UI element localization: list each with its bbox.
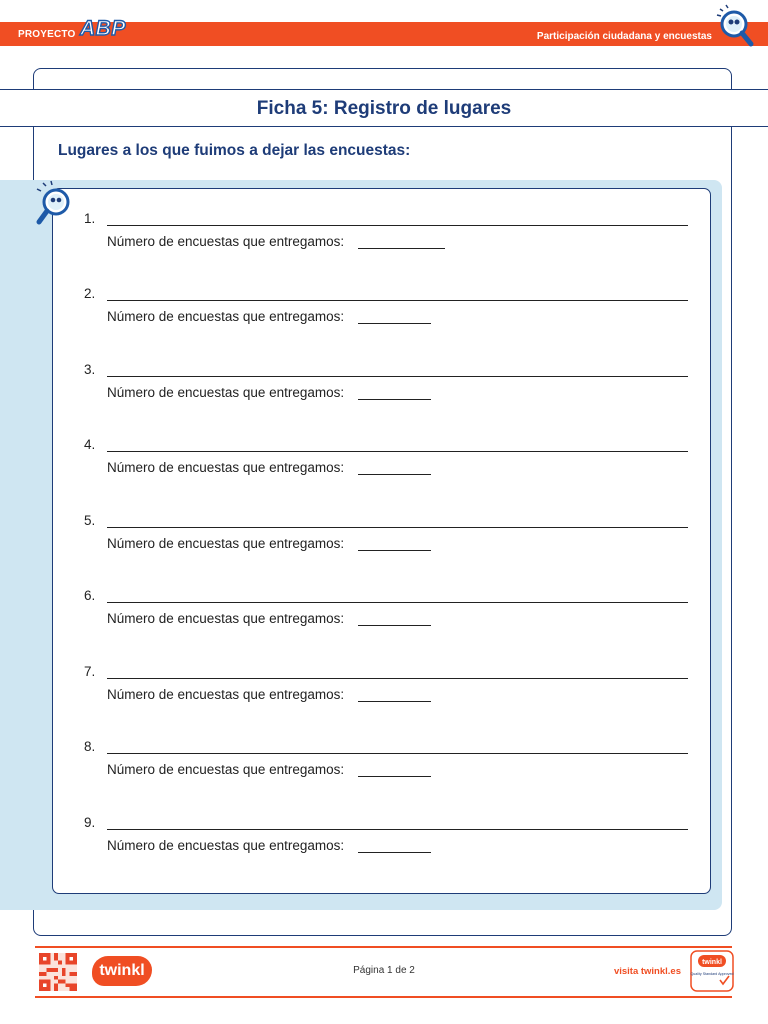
subtitle: Lugares a los que fuimos a dejar las encuestas:: [58, 142, 411, 159]
count-answer-blank[interactable]: [358, 701, 431, 702]
count-answer-blank[interactable]: [358, 776, 431, 777]
list-item: [0, 362, 768, 422]
magnifying-glass-icon: [708, 4, 756, 52]
badge-text: Quality Standard Approved: [690, 972, 734, 976]
quality-badge-icon: [690, 950, 734, 992]
entry-number: 9.: [84, 815, 96, 830]
count-label: Número de encuestas que entregamos:: [107, 460, 345, 475]
footer-divider: [35, 996, 732, 998]
entry-number: 3.: [84, 362, 96, 377]
entry-number: 4.: [84, 437, 96, 452]
page-title: Ficha 5: Registro de lugares: [256, 98, 512, 119]
count-answer-blank[interactable]: [358, 474, 431, 475]
count-answer-blank[interactable]: [358, 852, 431, 853]
place-answer-line[interactable]: [107, 753, 688, 754]
count-label: Número de encuestas que entregamos:: [107, 309, 345, 324]
visit-link[interactable]: visita twinkl.es: [613, 966, 681, 977]
header-topic: Participación ciudadana y encuestas: [536, 31, 712, 42]
count-label: Número de encuestas que entregamos:: [107, 385, 345, 400]
page-number: Página 1 de 2: [353, 965, 415, 976]
twinkl-logo[interactable]: twinkl: [92, 956, 152, 986]
list-item: [0, 211, 768, 271]
entry-number: 7.: [84, 664, 96, 679]
count-answer-blank[interactable]: [358, 399, 431, 400]
list-item: [0, 513, 768, 573]
list-item: [0, 588, 768, 648]
list-item: [0, 664, 768, 724]
place-answer-line[interactable]: [107, 376, 688, 377]
place-answer-line[interactable]: [107, 678, 688, 679]
place-answer-line[interactable]: [107, 225, 688, 226]
count-answer-blank[interactable]: [358, 550, 431, 551]
list-item: [0, 739, 768, 799]
count-label: Número de encuestas que entregamos:: [107, 234, 345, 249]
entry-number: 8.: [84, 739, 96, 754]
count-label: Número de encuestas que entregamos:: [107, 611, 345, 626]
project-label: PROYECTO: [18, 29, 76, 40]
place-answer-line[interactable]: [107, 300, 688, 301]
entry-number: 2.: [84, 286, 96, 301]
abp-logo: ABP: [80, 17, 126, 40]
count-label: Número de encuestas que entregamos:: [107, 762, 345, 777]
list-item: [0, 815, 768, 875]
count-label: Número de encuestas que entregamos:: [107, 536, 345, 551]
count-answer-blank[interactable]: [358, 248, 445, 249]
badge-brand: twinkl: [702, 959, 722, 966]
entry-number: 6.: [84, 588, 96, 603]
place-answer-line[interactable]: [107, 527, 688, 528]
count-label: Número de encuestas que entregamos:: [107, 687, 345, 702]
count-label: Número de encuestas que entregamos:: [107, 838, 345, 853]
place-answer-line[interactable]: [107, 602, 688, 603]
list-item: [0, 437, 768, 497]
place-answer-line[interactable]: [107, 451, 688, 452]
count-answer-blank[interactable]: [358, 323, 431, 324]
footer-divider: [35, 946, 732, 948]
entry-number: 5.: [84, 513, 96, 528]
count-answer-blank[interactable]: [358, 625, 431, 626]
place-answer-line[interactable]: [107, 829, 688, 830]
entry-number: 1.: [84, 211, 96, 226]
list-item: [0, 286, 768, 346]
